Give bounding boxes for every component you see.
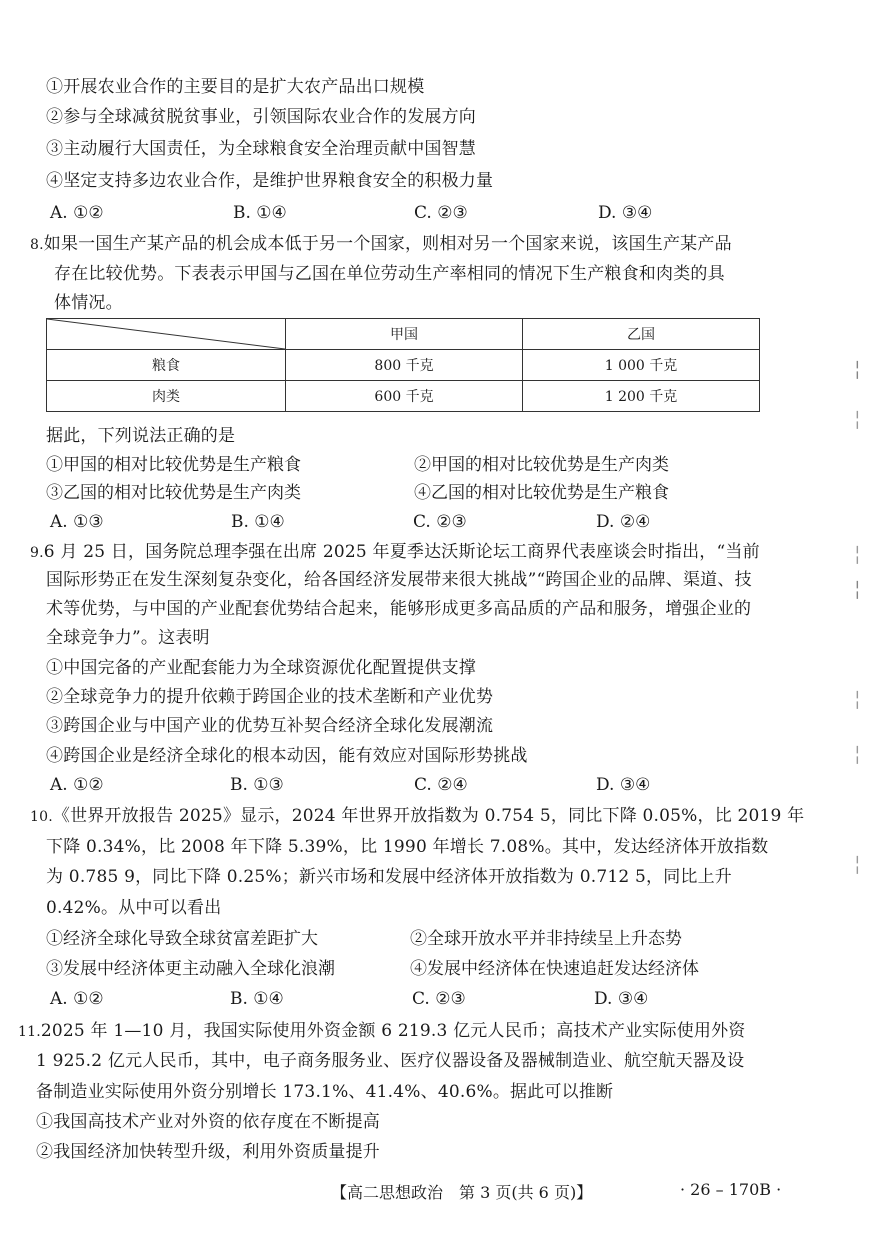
q11-statement-2: ②我国经济加快转型升级，利用外资质量提升 bbox=[36, 1142, 380, 1162]
q8-statement-2: ②甲国的相对比较优势是生产肉类 bbox=[414, 455, 669, 475]
table-row-label: 肉类 bbox=[47, 381, 286, 412]
table-header-country-a: 甲国 bbox=[286, 319, 523, 350]
q7-option-c: C. ②③ bbox=[414, 203, 468, 223]
q7-statement-2: ②参与全球减贫脱贫事业，引领国际农业合作的发展方向 bbox=[46, 107, 476, 127]
q10-option-d: D. ③④ bbox=[594, 989, 649, 1009]
q10-statement-2: ②全球开放水平并非持续呈上升态势 bbox=[410, 929, 682, 949]
q8-option-b: B. ①④ bbox=[231, 512, 285, 532]
q10-stem-line-1: 10.《世界开放报告 2025》显示，2024 年世界开放指数为 0.754 5，同比下降 0.05%，比 2019 年 bbox=[30, 806, 805, 826]
q10-option-b: B. ①④ bbox=[230, 989, 284, 1009]
q11-stem-line-2: 1 925.2 亿元人民币，其中，电子商务服务业、医疗仪器设备及器械制造业、航空航天器及设 bbox=[36, 1051, 745, 1071]
q10-option-a: A. ①② bbox=[50, 989, 104, 1009]
q9-option-c: C. ②④ bbox=[414, 775, 468, 795]
q10-statement-4: ④发展中经济体在快速追赶发达经济体 bbox=[410, 959, 699, 979]
q10-stem-line-3: 为 0.785 9，同比下降 0.25%；新兴市场和发展中经济体开放指数为 0.712 5，同比上升 bbox=[46, 867, 732, 887]
edge-mark: ╎ bbox=[852, 855, 863, 876]
q8-option-d: D. ②④ bbox=[596, 512, 651, 532]
table-header-country-b: 乙国 bbox=[523, 319, 760, 350]
q8-production-table bbox=[46, 318, 760, 412]
q11-number: 11. bbox=[18, 1024, 41, 1040]
q8-statement-3: ③乙国的相对比较优势是生产肉类 bbox=[46, 483, 301, 503]
q10-stem-line-2: 下降 0.34%，比 2008 年下降 5.39%，比 1990 年增长 7.08%。其中，发达经济体开放指数 bbox=[46, 837, 769, 857]
q10-number: 10. bbox=[30, 809, 53, 825]
table-row-label: 粮食 bbox=[47, 350, 286, 381]
footer-code: · 26 – 170B · bbox=[680, 1180, 782, 1199]
q7-statement-1: ①开展农业合作的主要目的是扩大农产品出口规模 bbox=[46, 77, 425, 97]
q10-option-c: C. ②③ bbox=[412, 989, 466, 1009]
q11-statement-1: ①我国高技术产业对外资的依存度在不断提高 bbox=[36, 1112, 380, 1132]
q10-statement-1: ①经济全球化导致全球贫富差距扩大 bbox=[46, 929, 318, 949]
q11-stem-line-3: 备制造业实际使用外资分别增长 173.1%、41.4%、40.6%。据此可以推断 bbox=[36, 1082, 614, 1102]
q9-statement-1: ①中国完备的产业配套能力为全球资源优化配置提供支撑 bbox=[46, 658, 476, 678]
q10-statement-3: ③发展中经济体更主动融入全球化浪潮 bbox=[46, 959, 335, 979]
edge-mark: ╎ bbox=[852, 410, 863, 431]
table-header-row bbox=[47, 319, 760, 350]
table-row bbox=[47, 350, 760, 381]
q8-statement-1: ①甲国的相对比较优势是生产粮食 bbox=[46, 455, 301, 475]
q10-stem-line-4: 0.42%。从中可以看出 bbox=[46, 898, 222, 918]
table-corner-cell bbox=[47, 319, 286, 350]
q9-number: 9. bbox=[30, 545, 44, 561]
q8-option-a: A. ①③ bbox=[50, 512, 104, 532]
table-cell: 800 千克 bbox=[286, 350, 523, 381]
q11-stem-line-1: 11.2025 年 1—10 月，我国实际使用外资金额 6 219.3 亿元人民币；高技术产业实际使用外资 bbox=[18, 1021, 746, 1041]
table-cell: 1 000 千克 bbox=[523, 350, 760, 381]
footer-page-info: 【高二思想政治 第 3 页(共 6 页)】 bbox=[331, 1183, 593, 1202]
q8-number: 8. bbox=[30, 237, 44, 253]
edge-mark: ╎ bbox=[852, 690, 863, 711]
q8-option-c: C. ②③ bbox=[413, 512, 467, 532]
q8-stem-line-3: 体情况。 bbox=[54, 293, 123, 313]
q8-stem-line-1: 8.如果一国生产某产品的机会成本低于另一个国家，则相对另一个国家来说，该国生产某产品 bbox=[30, 234, 732, 254]
q9-option-d: D. ③④ bbox=[596, 775, 651, 795]
q8-stem-line-2: 存在比较优势。下表表示甲国与乙国在单位劳动生产率相同的情况下生产粮食和肉类的具 bbox=[54, 264, 725, 284]
q7-option-d: D. ③④ bbox=[598, 203, 653, 223]
q8-statement-4: ④乙国的相对比较优势是生产粮食 bbox=[414, 483, 669, 503]
q8-lead: 据此，下列说法正确的是 bbox=[46, 426, 236, 446]
q9-stem-line-3: 术等优势，与中国的产业配套优势结合起来，能够形成更多高品质的产品和服务，增强企业的 bbox=[46, 599, 752, 619]
table-cell: 1 200 千克 bbox=[523, 381, 760, 412]
q7-option-a: A. ①② bbox=[50, 203, 104, 223]
q9-stem-line-4: 全球竞争力”。这表明 bbox=[46, 628, 210, 648]
edge-mark: ╎ bbox=[852, 545, 863, 566]
q9-option-a: A. ①② bbox=[50, 775, 104, 795]
table-row bbox=[47, 381, 760, 412]
q7-statement-4: ④坚定支持多边农业合作，是维护世界粮食安全的积极力量 bbox=[46, 171, 494, 191]
q9-statement-2: ②全球竞争力的提升依赖于跨国企业的技术垄断和产业优势 bbox=[46, 687, 494, 707]
q7-option-b: B. ①④ bbox=[233, 203, 287, 223]
table-cell: 600 千克 bbox=[286, 381, 523, 412]
edge-mark: ╎ bbox=[852, 580, 863, 601]
edge-mark: ╎ bbox=[852, 745, 863, 766]
q9-stem-line-2: 国际形势正在发生深刻复杂变化，给各国经济发展带来很大挑战”“跨国企业的品牌、渠道、技 bbox=[46, 570, 752, 590]
edge-mark: ╎ bbox=[852, 360, 863, 381]
q9-option-b: B. ①③ bbox=[230, 775, 284, 795]
q9-stem-line-1: 9.6 月 25 日，国务院总理李强在出席 2025 年夏季达沃斯论坛工商界代表座谈会时指出，“当前 bbox=[30, 542, 760, 562]
q7-statement-3: ③主动履行大国责任，为全球粮食安全治理贡献中国智慧 bbox=[46, 139, 476, 159]
q9-statement-3: ③跨国企业与中国产业的优势互补契合经济全球化发展潮流 bbox=[46, 716, 494, 736]
q9-statement-4: ④跨国企业是经济全球化的根本动因，能有效应对国际形势挑战 bbox=[46, 746, 528, 766]
